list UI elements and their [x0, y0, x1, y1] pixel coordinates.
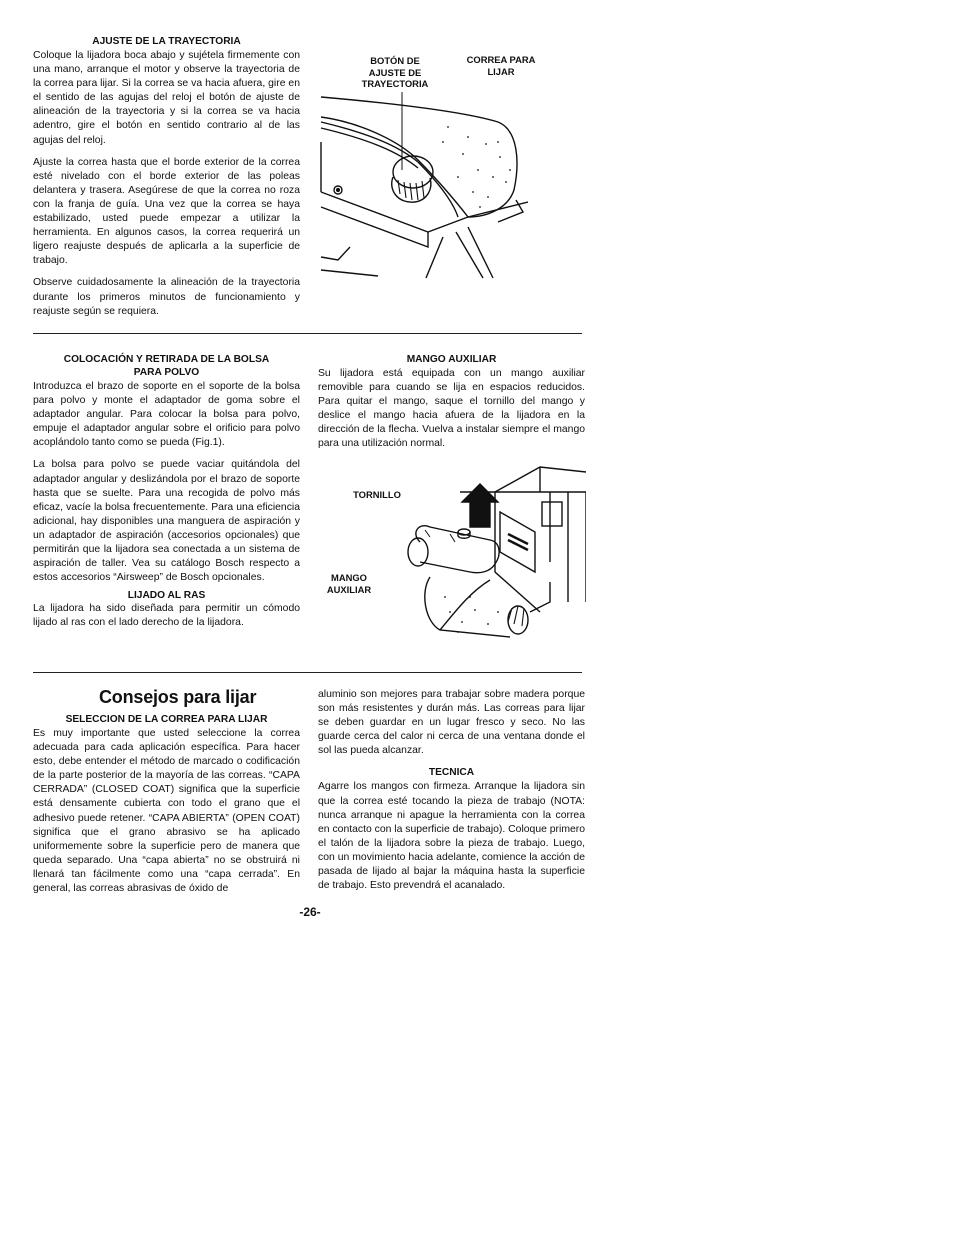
section-divider — [33, 672, 582, 673]
dustbag-heading: PARA POLVO — [133, 367, 200, 378]
selection-heading: SELECCION DE LA CORREA PARA LIJAR — [65, 714, 268, 725]
trajectory-section — [33, 35, 300, 327]
technique-heading: TECNICA — [428, 767, 475, 779]
handle-label: MANGO AUXILIAR — [326, 572, 372, 595]
aux-handle-illustration — [400, 462, 586, 642]
selection-paragraph: Es muy importante que usted seleccione la correa adecuada para cada aplicación específica. Para hacer esto, debe entender el método de marcado o codificación de la parte posterior de la mayoría de las correas. “CAPA CERRADA” (CLOSED COAT) significa que la superficie está densamente cubierta con todo el grano que el adhesivo puede retener. “CAPA ABIERTA” (OPEN COAT) significa que el grano abrasivo se ha aplicado uniformemente sobre la superficie pero de manera que queda separado. Una “capa abierta” no se obstruirá ni llenará tan fácilmente como una “capa cerrada”. En general, las correas abrasivas de óxido de — [33, 728, 300, 895]
dustbag-heading: COLOCACIÓN Y RETIRADA DE LA BOLSA — [63, 354, 270, 365]
screw-label: TORNILLO — [353, 489, 401, 500]
dustbag-section — [33, 353, 300, 639]
belt-label: CORREA PARA LIJAR — [466, 54, 536, 77]
dustbag-paragraph: Introduzca el brazo de soporte en el soporte de la bolsa para polvo y monte el adaptador de goma sobre el adaptador angular. Para colocar la bolsa para polvo, empuje el adaptador angular sobre el orificio para polvo acoplándolo tanto como se pueda (Fig.1). — [33, 381, 300, 449]
tips-left-column — [33, 686, 300, 904]
knob-label: BOTÓN DE AJUSTE DE TRAYECTORIA — [361, 55, 429, 89]
flush-paragraph: La lijadora ha sido diseñada para permitir un cómodo lijado al ras con el lado derecho de la lijadora. — [33, 603, 300, 629]
trajectory-paragraph: Observe cuidadosamente la alineación de la trayectoria durante los primeros minutos de funcionamiento y reajuste según se requiera. — [33, 277, 300, 317]
technique-paragraph: Agarre los mangos con firmeza. Arranque la lijadora sin que la correa esté tocando la pieza de trabajo (NOTA: nunca arranque ni apague la herramienta con la correa en contacto con la superficie de trabajo). Coloque primero el talón de la lijadora sobre la pieza de trabajo. Luego, con un movimiento hacia adelante, comience la acción de pasada de lijado al bajar la máquina hasta la superficie de trabajo. Esto prevendrá el acanalado. — [318, 781, 585, 892]
tips-right-column — [318, 688, 585, 901]
aux-handle-section — [318, 353, 585, 460]
trajectory-paragraph: Coloque la lijadora boca abajo y sujétela firmemente con una mano, arranque el motor y observe la trayectoria de la correa para lijar. Si la correa se va hacia afuera, gire en el sentido de las agujas del reloj el botón de ajuste de alineación de la trayectoria y si la correa se va hacia adentro, gire el botón en sentido contrario al de las agujas del reloj. — [33, 50, 300, 146]
aux-handle-heading: MANGO AUXILIAR — [406, 354, 497, 365]
flush-heading: LIJADO AL RAS — [127, 590, 206, 602]
aux-handle-paragraph: Su lijadora está equipada con un mango auxiliar removible para cuando se lija en espacios reducidos. Para quitar el mango, saque el tornillo del mango y deslice el mango hacia afuera de la lijadora en la dirección de la flecha. Vuelva a instalar siempre el mango para una utilización normal. — [318, 368, 585, 450]
trajectory-heading: AJUSTE DE LA TRAYECTORIA — [92, 36, 241, 47]
dustbag-paragraph: La bolsa para polvo se puede vaciar quitándola del adaptador angular y deslizándola por el brazo de soporte hasta que se suelte. Para una recogida de polvo más eficaz, vacíe la bolsa frecuentemente. Para una eficiencia adicional, hay disponibles una manguera de aspiración y un adaptador de aspiración (accesorios opcionales) que permitirán que la lijadora sea conectada a un sistema de aspiración de taller. Vea su catálogo Bosch respecto a estos accesorios “Airsweep” de Bosch opcionales. — [33, 459, 300, 584]
trajectory-paragraph: Ajuste la correa hasta que el borde exterior de la correa esté nivelado con el borde exterior de las poleas delantera y trasera. Asegúrese de que la correa no roza con la franja de guía. Una vez que la correa se haya estabilizado, usted puede empezar a utilizar la herramienta. En algunos casos, la correa requerirá un ligero reajuste después de aplicarla a la superficie de trabajo. — [33, 156, 300, 267]
section-divider — [33, 333, 582, 334]
tracking-knob-illustration — [318, 82, 528, 280]
tips-title: Consejos para lijar — [99, 687, 257, 707]
page-number: -26- — [299, 905, 321, 919]
selection-paragraph-continued: aluminio son mejores para trabajar sobre madera porque son más resistentes y durán más. Las correas para lijar se deben guardar en un lugar fresco y seco. No las guarde cerca del calor ni cerca de una ventana donde el sol las pueda alcanzar. — [318, 689, 585, 757]
